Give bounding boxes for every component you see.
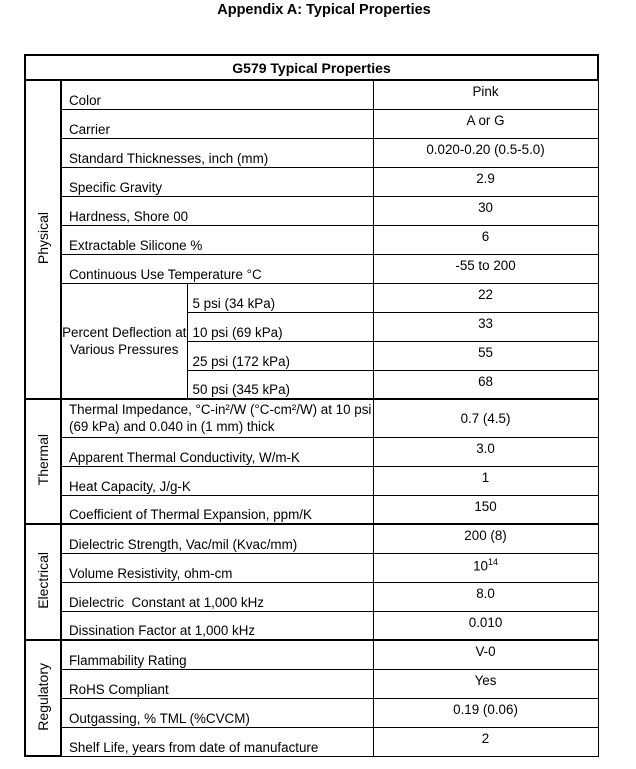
resistivity-base: 10 [473, 557, 488, 573]
property-label: Hardness, Shore 00 [61, 196, 373, 225]
property-label: Dissination Factor at 1,000 kHz [61, 611, 373, 640]
property-value: V-0 [373, 640, 598, 669]
property-value: 150 [373, 495, 598, 524]
property-label: Shelf Life, years from date of manufacture [61, 727, 373, 756]
property-label: Standard Thicknesses, inch (mm) [61, 138, 373, 167]
property-label: RoHS Compliant [61, 669, 373, 698]
property-label: Heat Capacity, J/g-K [61, 466, 373, 495]
section-label-electrical: Electrical [35, 552, 51, 609]
property-value: 8.0 [373, 582, 598, 611]
property-value: 2.9 [373, 167, 598, 196]
property-label: Dielectric Constant at 1,000 kHz [61, 582, 373, 611]
property-value: -55 to 200 [373, 254, 598, 283]
property-label: Outgassing, % TML (%CVCM) [61, 698, 373, 727]
pressure-label: 25 psi (172 kPa) [187, 341, 373, 370]
property-label: Thermal Impedance, °C-in²/W (°C-cm²/W) at 10 psi (69 kPa) and 0.040 in (1 mm) thick [61, 399, 373, 437]
property-value: 3.0 [373, 437, 598, 466]
page-title: Appendix A: Typical Properties [217, 2, 431, 18]
property-label: Apparent Thermal Conductivity, W/m-K [61, 437, 373, 466]
section-electrical [25, 524, 61, 640]
section-regulatory [25, 640, 61, 756]
pressure-label: 10 psi (69 kPa) [187, 312, 373, 341]
section-physical [25, 80, 61, 399]
property-label: Extractable Silicone % [61, 225, 373, 254]
deflection-value: 55 [373, 341, 598, 370]
section-thermal [25, 399, 61, 524]
property-value: 0.010 [373, 611, 598, 640]
deflection-value: 68 [373, 370, 598, 399]
section-label-physical: Physical [35, 211, 51, 265]
pressure-label: 50 psi (345 kPa) [187, 370, 373, 399]
property-value: A or G [373, 109, 598, 138]
pressure-label: 5 psi (34 kPa) [187, 283, 373, 312]
property-label: Specific Gravity [61, 167, 373, 196]
property-value: Pink [373, 80, 598, 109]
property-value: 1 [373, 466, 598, 495]
deflection-value: 22 [373, 283, 598, 312]
property-label: Color [61, 80, 373, 109]
section-label-thermal: Thermal [35, 434, 51, 486]
property-value [373, 553, 598, 582]
property-label: Carrier [61, 109, 373, 138]
property-label: Flammability Rating [61, 640, 373, 669]
property-value: 0.7 (4.5) [373, 399, 598, 437]
property-label: Coefficient of Thermal Expansion, ppm/K [61, 495, 373, 524]
property-label: Dielectric Strength, Vac/mil (Kvac/mm) [61, 524, 373, 553]
property-value: 0.020-0.20 (0.5-5.0) [373, 138, 598, 167]
deflection-value: 33 [373, 312, 598, 341]
property-value: 6 [373, 225, 598, 254]
resistivity-exponent: 14 [487, 556, 498, 567]
property-value: 200 (8) [373, 524, 598, 553]
property-value: Yes [373, 669, 598, 698]
property-value: 30 [373, 196, 598, 225]
properties-table [24, 54, 599, 757]
deflection-label: Percent Deflection at Various Pressures [61, 283, 187, 399]
section-label-regulatory: Regulatory [35, 662, 51, 731]
property-value: 2 [373, 727, 598, 756]
property-label: Volume Resistivity, ohm-cm [61, 553, 373, 582]
property-value: 0.19 (0.06) [373, 698, 598, 727]
property-label: Continuous Use Temperature °C [61, 254, 373, 283]
table-title: G579 Typical Properties [25, 55, 598, 80]
